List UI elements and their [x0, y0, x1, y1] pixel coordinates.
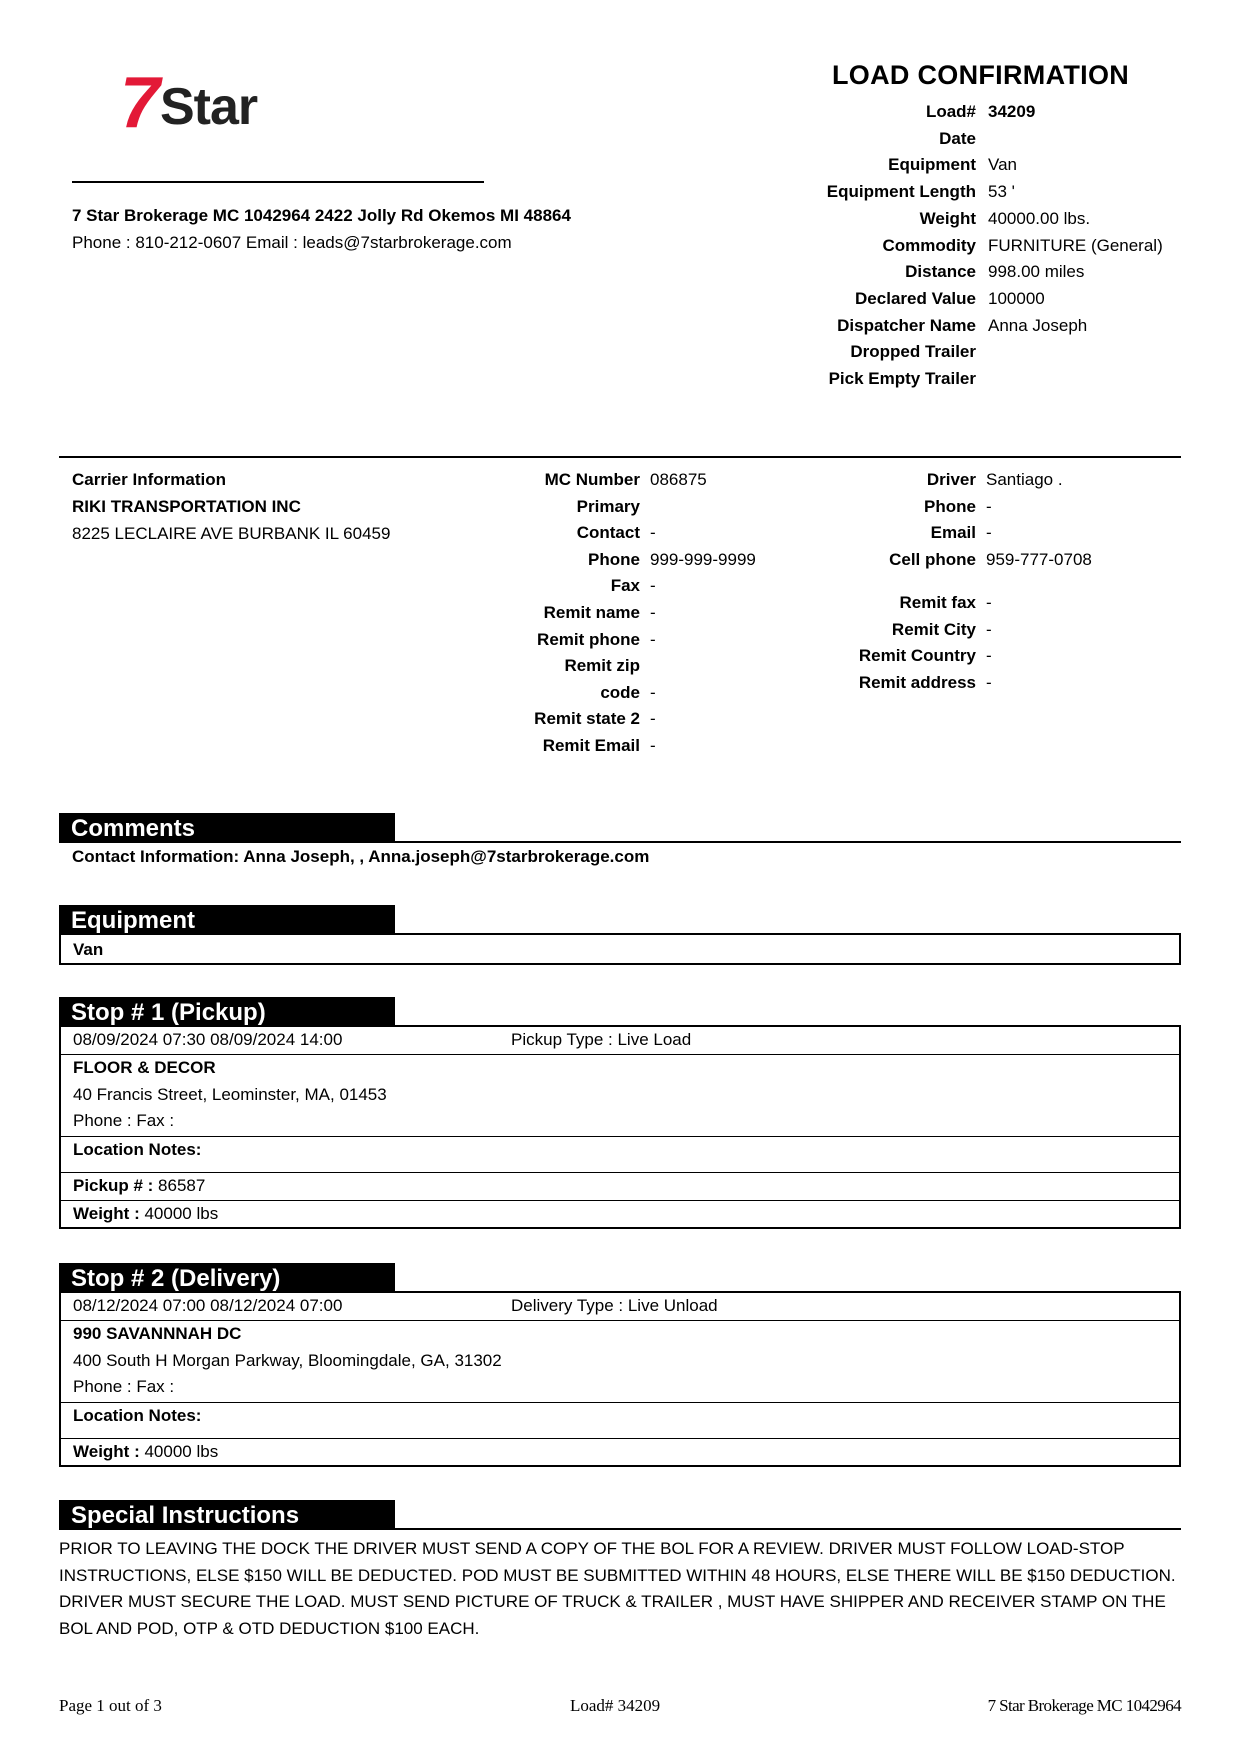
comments-text: Contact Information: Anna Joseph, , Anna.joseph@7starbrokerage.com: [72, 847, 650, 866]
driver-detail-row-value: -: [986, 523, 992, 543]
carrier-detail-row-label: Remit zip: [564, 656, 640, 676]
stop1-divider: [61, 1054, 1179, 1055]
company-address: 7 Star Brokerage MC 1042964 2422 Jolly Rd Okemos MI 48864: [72, 206, 571, 225]
load-info-row: [690, 182, 1190, 206]
carrier-detail-row-value: -: [650, 736, 656, 755]
stop2-divider: [61, 1402, 1179, 1403]
load-info-row: [690, 369, 1190, 393]
carrier-detail-row: [400, 656, 640, 680]
driver-detail-row-label: Cell phone: [889, 549, 976, 569]
load-info-row-value: 53 ': [988, 182, 1015, 202]
load-info-row-label: Equipment: [888, 155, 976, 175]
footer-load: Load# 34209: [570, 1696, 661, 1715]
stop2-box: [59, 1291, 1181, 1467]
driver-detail-row-label: Email: [930, 523, 976, 543]
logo-star: Star: [160, 78, 258, 136]
carrier-detail-row-value: -: [650, 576, 656, 596]
carrier-detail-row-label: code: [600, 682, 640, 702]
remit-detail-row: [780, 593, 992, 617]
remit-detail-row-value: -: [986, 646, 992, 666]
carrier-detail-row: [400, 523, 656, 547]
stop1-divider: [61, 1200, 1179, 1201]
remit-detail-row-label: Remit City: [891, 619, 976, 639]
carrier-detail-row-value: 999-999-9999: [650, 549, 756, 569]
stop1-phone-fax: Phone : Fax :: [73, 1111, 175, 1130]
special-header: Special Instructions: [59, 1500, 395, 1530]
carrier-detail-row: [400, 736, 656, 760]
company-divider: [72, 181, 484, 183]
driver-detail-row-label: Driver: [926, 470, 976, 489]
carrier-divider: [59, 456, 1181, 458]
carrier-detail-row-value: 086875: [650, 470, 707, 489]
load-info-row-value: FURNITURE (General): [988, 235, 1163, 255]
remit-detail-row-value: -: [986, 672, 992, 692]
remit-detail-row-value: -: [986, 619, 992, 639]
stop2-weight-value: 40000 lbs: [144, 1442, 219, 1461]
load-info-row-value: 100000: [988, 288, 1045, 308]
carrier-detail-row-label: Remit phone: [537, 629, 640, 649]
load-info-row-label: Declared Value: [855, 288, 976, 308]
stop2-dates: 08/12/2024 07:00 08/12/2024 07:00: [73, 1296, 343, 1315]
stop2-type: Delivery Type : Live Unload: [511, 1296, 718, 1315]
stop2-name: 990 SAVANNNAH DC: [73, 1324, 242, 1343]
load-info-row-value: Van: [988, 155, 1017, 175]
company-contact: Phone : 810-212-0607 Email : leads@7starbrokerage.com: [72, 233, 512, 252]
special-instructions-text: PRIOR TO LEAVING THE DOCK THE DRIVER MUST SEND A COPY OF THE BOL FOR A REVIEW. DRIVER MUST FOLLOW LOAD-STOP INSTRUCTIONS, ELSE $150 WILL BE DEDUCTED. POD MUST BE SUBMITTED WITHIN 48 HOURS, ELSE THERE WILL BE $150 DEDUCTION. DRIVER MUST SECURE THE LOAD. MUST SEND PICTURE OF TRUCK & TRAILER , MUST HAVE SHIPPER AND RECEIVER STAMP ON THE BOL AND POD, OTP & OTD DEDUCTION $100 EACH.: [59, 1539, 1176, 1638]
load-info-row-label: Equipment Length: [826, 182, 976, 202]
stop1-pickup-label: Pickup # :: [73, 1176, 154, 1195]
comments-rule: [395, 841, 1181, 843]
driver-detail-row-value: 959-777-0708: [986, 549, 1092, 569]
remit-detail-row: [780, 646, 992, 670]
stop1-weight-value: 40000 lbs: [144, 1204, 219, 1223]
load-info-row-label: Date: [939, 128, 976, 148]
logo-seven: 7: [120, 63, 157, 143]
load-info-row: [690, 342, 1190, 366]
load-info-row: [690, 129, 1190, 153]
stop2-address: 400 South H Morgan Parkway, Bloomingdale, GA, 31302: [73, 1351, 502, 1370]
driver-detail-row: [780, 549, 1092, 574]
driver-detail-row-value: Santiago .: [986, 470, 1063, 489]
stop1-weight: [73, 1204, 218, 1224]
special-rule: [395, 1528, 1181, 1530]
equipment-box: [59, 933, 1181, 965]
load-info-row: [690, 155, 1190, 179]
comments-header: Comments: [59, 813, 395, 843]
remit-detail-row-label: Remit Country: [858, 646, 976, 666]
load-info-row-label: Distance: [905, 262, 976, 282]
driver-detail-row-value: -: [986, 496, 992, 516]
remit-detail-row-label: Remit address: [858, 672, 976, 692]
carrier-detail-row: [400, 576, 656, 600]
carrier-detail-row-label: Primary: [576, 496, 640, 516]
equipment-value: Van: [73, 940, 104, 959]
remit-detail-row: [780, 619, 992, 644]
stop1-divider: [61, 1172, 1179, 1173]
stop1-box: [59, 1025, 1181, 1229]
load-info-row-value: 998.00 miles: [988, 262, 1085, 282]
stop1-address: 40 Francis Street, Leominster, MA, 01453: [73, 1085, 387, 1104]
carrier-detail-row-label: Contact: [576, 523, 640, 543]
carrier-detail-row-label: MC Number: [544, 470, 640, 489]
stop2-location-notes: Location Notes:: [73, 1406, 202, 1425]
carrier-detail-row-value: -: [650, 523, 656, 543]
stop1-divider: [61, 1136, 1179, 1137]
footer-page: Page 1 out of 3: [59, 1696, 162, 1715]
carrier-heading: Carrier Information: [72, 470, 226, 489]
stop1-name: FLOOR & DECOR: [73, 1058, 216, 1077]
remit-detail-row-value: -: [986, 593, 992, 612]
carrier-detail-row-value: -: [650, 629, 656, 649]
carrier-detail-row: [400, 603, 656, 627]
load-info-row-label: Weight: [919, 208, 976, 228]
carrier-detail-row: [400, 709, 656, 733]
load-info-row-label: Commodity: [882, 235, 976, 255]
stop2-weight-label: Weight :: [73, 1442, 140, 1461]
carrier-detail-row-value: -: [650, 682, 656, 702]
remit-detail-row: [780, 672, 992, 697]
carrier-detail-row-label: Remit name: [543, 603, 640, 622]
driver-detail-row: [780, 470, 1063, 494]
carrier-detail-row-label: Fax: [610, 576, 640, 596]
stop2-header: Stop # 2 (Delivery): [59, 1263, 395, 1293]
load-info-row-value: Anna Joseph: [988, 315, 1088, 335]
carrier-name: RIKI TRANSPORTATION INC: [72, 497, 301, 516]
load-info-row: [690, 102, 1190, 126]
stop1-weight-label: Weight :: [73, 1204, 140, 1223]
load-info-row: [690, 236, 1190, 260]
driver-detail-row-label: Phone: [924, 496, 976, 516]
stop1-header: Stop # 1 (Pickup): [59, 997, 395, 1027]
load-info-row-label: Dispatcher Name: [837, 315, 976, 335]
stop2-divider: [61, 1320, 1179, 1321]
load-info-row-label: Load#: [925, 102, 976, 121]
load-info-row-value: 34209: [988, 102, 1036, 121]
stop1-pickup-value: 86587: [158, 1176, 206, 1195]
load-info-row: [690, 289, 1190, 313]
load-info-row: [690, 262, 1190, 286]
driver-detail-row: [780, 523, 992, 547]
driver-detail-row: [780, 496, 992, 521]
stop2-weight: [73, 1442, 218, 1462]
carrier-detail-row: [400, 682, 656, 707]
carrier-address: 8225 LECLAIRE AVE BURBANK IL 60459: [72, 524, 391, 543]
load-info-row-label: Dropped Trailer: [850, 342, 976, 362]
load-info-row: [690, 209, 1190, 233]
stop1-dates: 08/09/2024 07:30 08/09/2024 14:00: [73, 1030, 343, 1049]
carrier-detail-row-label: Remit state 2: [534, 709, 640, 729]
load-info-row-label: Pick Empty Trailer: [828, 369, 976, 388]
remit-detail-row-label: Remit fax: [899, 593, 976, 612]
load-info-row-value: 40000.00 lbs.: [988, 208, 1091, 228]
carrier-detail-row: [400, 629, 656, 654]
equipment-header: Equipment: [59, 905, 395, 935]
stop2-phone-fax: Phone : Fax :: [73, 1377, 175, 1396]
stop1-type: Pickup Type : Live Load: [511, 1030, 692, 1049]
document-title: LOAD CONFIRMATION: [832, 60, 1130, 90]
carrier-detail-row-value: -: [650, 709, 656, 729]
stop1-pickup-number: [73, 1176, 205, 1196]
carrier-detail-row-value: -: [650, 603, 656, 622]
carrier-detail-row-label: Remit Email: [542, 736, 640, 755]
stop1-location-notes: Location Notes:: [73, 1140, 202, 1159]
company-logo: [120, 63, 260, 143]
footer-company: 7 Star Brokerage MC 1042964: [987, 1696, 1181, 1715]
carrier-detail-row-label: Phone: [588, 549, 640, 569]
carrier-detail-row: [400, 470, 707, 494]
carrier-detail-row: [400, 549, 756, 574]
carrier-detail-row: [400, 497, 640, 521]
stop2-divider: [61, 1438, 1179, 1439]
load-info-row: [690, 316, 1190, 340]
